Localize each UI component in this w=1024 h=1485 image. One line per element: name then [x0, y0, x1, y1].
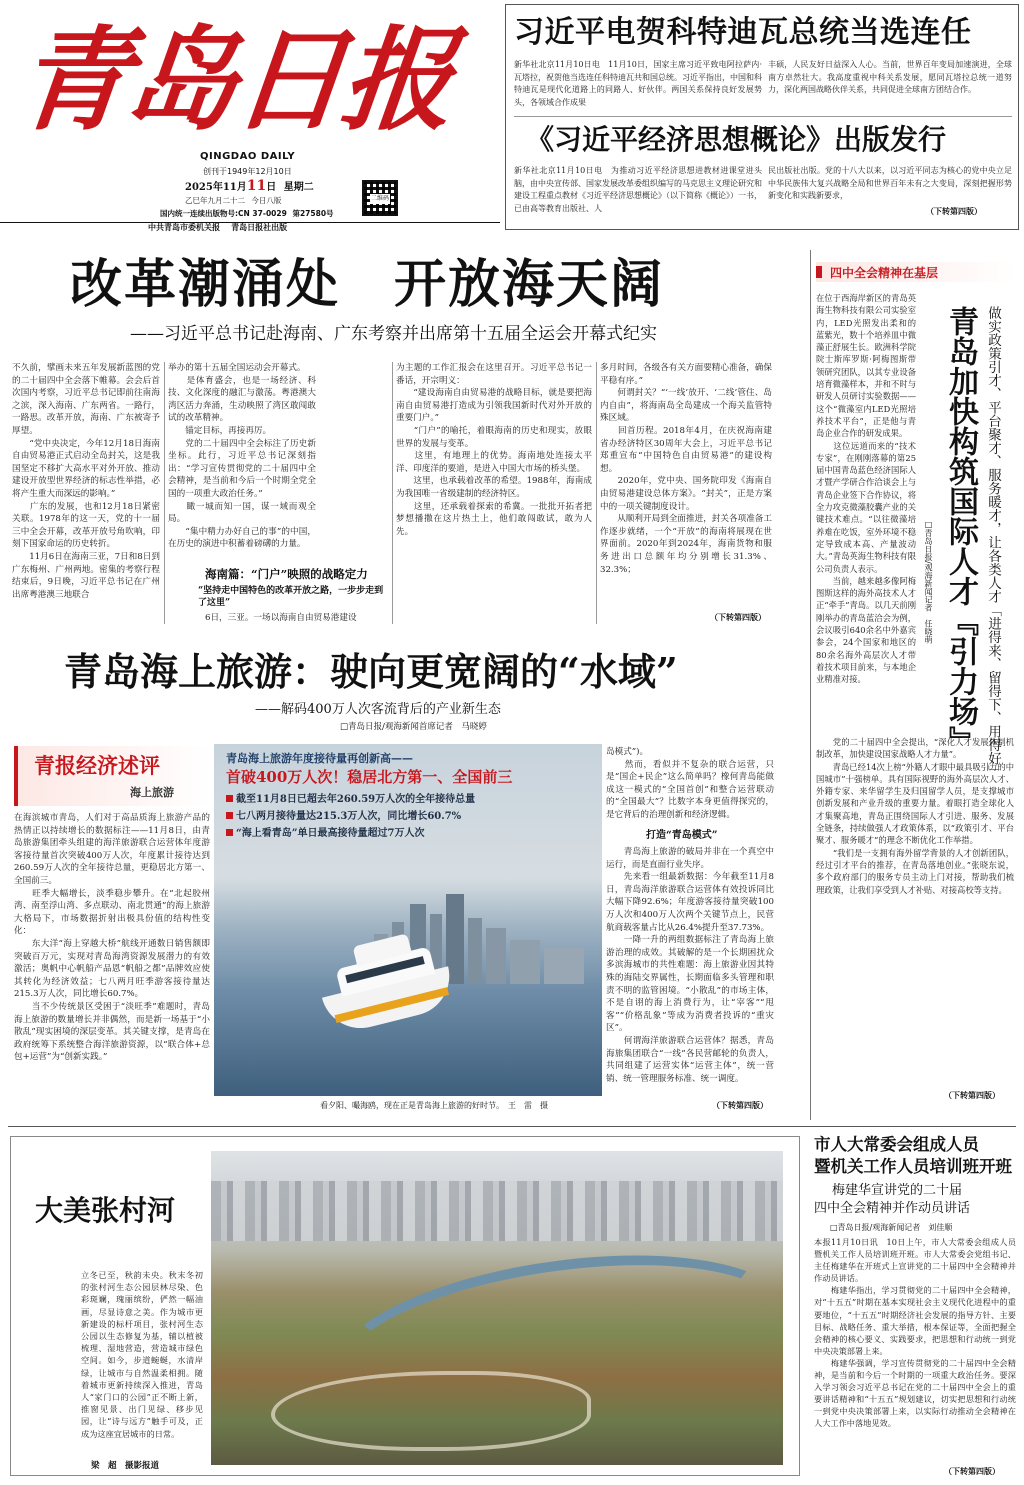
founded-date: 创刊于1949年12月10日	[203, 167, 292, 176]
lead-section-head: 海南篇：“门户”映照的战略定力	[205, 567, 368, 581]
tourism-right-text-1: 岛模式”)。 然而，看似并不复杂的联合运营，只是“国企+民企”这么简单吗？橡何青岛能做成这一模式的“全国首创”和整合运营联动的“全国最大”？比数字本身更值得探究的，是它背后的治理创新和经济逻辑。	[606, 747, 774, 820]
stat-bullet-2	[226, 812, 233, 819]
lead-col-3: 为主题的工作汇报会在这里召开。习近平总书记一番话，开宗明义： “建设海南自由贸易港的战略目标，就是要把海南自由贸易港打造成为引领我国新时代对外开放的重要门户。” “门户”的喻托，着眼海南的历史和现实，放眼世界的发展与变革。 这里，有地理上的优势。海南地处连接太平洋、印度洋的要道，是进入中国大市场的桥头堡。 这里，也承载着改革的希望。1988年，海南成为我国唯一省级建制的经济特区。 这里，还承载着探索的希冀。一批批开拓者把梦想播撒在这片热土上，他们敢闯敢试，敢为人先。	[396, 363, 592, 537]
masthead-title: 青岛日报	[11, 15, 457, 146]
tourism-photo-caption: 看夕阳、嘬海鸥，现在正是青岛海上旅游的好时节。 王 雷 摄	[320, 1101, 548, 1110]
masthead-pinyin: QINGDAO DAILY	[200, 151, 296, 162]
top-news-2-headline: 《习近平经济思想概论》出版发行	[526, 123, 947, 156]
zhangcun-text: 立冬已至，秋韵未央。秋末冬初的张村河生态公园层林尽染、色彩斑斓，瑰丽缤纷，俨然一幅油画，尽显诗意之美。作为城市更新建设的标杆项目，张村河生态公园以生态修复为基，辅以植被梳理、湿地营造，营造城市绿色空间。如今，步道蜿蜒，水清岸绿，让城市与自然温柔相拥。随着城市更新持续深入推进，青岛人“家门口的公园”正不断上新，推窗见景、出门见绿、移步见园，让“诗与远方”触手可及，正成为这座宜居城市的日常。	[81, 1270, 203, 1439]
bottom-divider	[8, 1126, 1016, 1127]
npc-continued: （下转第四版）	[944, 1466, 1000, 1476]
lead-section-text: 6日，三亚。一场以海南自由贸易港建设	[205, 613, 357, 623]
photo-title: 青岛海上旅游年度接待量再创新高——	[226, 752, 413, 765]
lunar-date-text: 乙巳年九月二十二	[185, 196, 245, 205]
photo-headline: 首破400万人次！稳居北方第一、全国前三	[226, 768, 513, 786]
tourism-byline: □青岛日报/观海新闻首席记者 马晓婷	[340, 722, 487, 732]
talent-vertical-sub: 做实政策引才、平台聚才、服务暖才，让各类人才「进得来、留得下、用得好」	[985, 306, 1001, 779]
grassroots-tag	[816, 262, 1016, 282]
lead-col-divider-3	[596, 362, 597, 624]
top-news-1-headline: 习近平电贺科特迪瓦总统当选连任	[514, 15, 972, 50]
zhangcun-title: 大美张村河	[35, 1194, 176, 1227]
masthead	[0, 0, 500, 232]
tag-marker	[816, 266, 822, 278]
lead-continued: （下转第四版）	[710, 612, 766, 622]
photo-stat-3	[226, 824, 424, 839]
right-text-2: 党的二十届四中全会提出，“深化人才发展体制机制改革，加快建设国家战略人才力量”。 青岛已经14次上榜“外籍人才眼中最具吸引力的中国城市”十强榜单。具有国际视野的海外高层次人才、外籍专家、来华留学生及归国留学人员，是支撑城市创新发展和产业升级的重要力量。着眼打造全球化人才集聚高地，青岛正围绕国际人才引进、服务、发展全链条，持续做强人才政策体系，以“政策引才、平台聚才、服务暖才”的理念不断优化工作举措。 “我们是一支拥有海外留学背景的人才创新团队，经过引才平台的推荐，在青岛落地创业。”张晓东说，多个政府部门的服务专员主动上门对接，帮助我们梳理政策，让我们享受到人才补贴、对接高校等支持。	[816, 737, 1014, 895]
qr-code-label: 二维码	[371, 195, 390, 202]
issue-date-month: 2025年11月	[185, 182, 247, 193]
photo-stat-2	[226, 807, 461, 822]
top-news-1-col-2: 丰硕，人民友好日益深入人心。当前，世界百年变局加速演进，全球南方卓然壮大。我高度重视中科关系发展，愿同瓦塔拉总统一道努力，深化两国战略伙伴关系，共同促进全球南方团结合作。	[768, 60, 1012, 94]
issue-number: 第27580号	[292, 209, 334, 218]
photo-stat-3-text: “海上看青岛”单日最高接待量超过7万人次	[236, 828, 425, 839]
top-news-divider	[514, 116, 1012, 117]
lead-section-quote: “坚持走中国特色的改革开放之路，一步步走到了这里”	[198, 586, 384, 608]
lead-col-2: 举办的第十五届全国运动会开幕式。 是体育盛会，也是一场经济、科技、文化深度的融汇与激荡。粤港澳大湾区活力奔涌，生动映照了湾区敢闯敢试的改革精神。 锚定目标，再接再厉。 党的二十届四中全会标注了历史新坐标。此行，习近平总书记深刻指出：“学习宣传贯彻党的二十届四中全会精神，是当前和今后一个时期全党全国的一项重大政治任务。” 瞰一城而知一国，谋一域而观全局。 “集中精力办好自己的事”的中国，在历史的演进中积蓄着磅礴的力量。	[168, 363, 316, 550]
qr-code	[362, 180, 398, 216]
tourism-right-subhead: 打造“青岛模式”	[646, 830, 718, 841]
photo-stat-1	[226, 790, 475, 805]
talent-byline: □青岛日报/观海新闻记者 任晓萌	[924, 520, 933, 644]
npc-headline-1: 市人大常委会组成人员	[814, 1135, 979, 1154]
lead-col-4: 多月时间，各级各有关方面要精心准备，确保平稳有序。” 何谓封关？“‘一线’放开、‘二线’管住、岛内自由”，将海南岛全岛建成一个海关监管特殊区域。 回首历程。2018年4月，在庆祝海南建省办经济特区30周年大会上，习近平总书记郑重宣布“中国特色自由贸易港”的建设构想。 2020年，党中央、国务院印发《海南自由贸易港建设总体方案》。“封关”，正是方案中的一项关键制度设计。 从顺利开局到全面推进，封关各项准备工作逐步就绪，一个“开放”的海南将展现在世界面前。2020年到2024年，海南货物和服务进出口总额年均分别增长31.3%、32.3%；	[600, 363, 772, 575]
top-news-box	[505, 4, 1019, 230]
tourism-right-text-2: 青岛海上旅游的破局并非在一个真空中运行，而是直面行业失序。 先来看一组最新数据：今年截至11月8日，青岛海洋旅游联合运营体有效投诉同比大幅下降92.6%；年度游客接待量突破100万人次和400万人次两个关键节点上，民营航商载客量占比从26.4%提升至37.73%。 一降一升的两组数据标注了青岛海上旅游治理的成效。其破解的是一个长期困扰众多滨海城市的共性难题：海上旅游业因其特殊的海陆交界属性，长期面临多头管理和职责不明的监管困境。“小散乱”的市场主体，不是自诩的海上消费行为，让“宰客”“甩客”“价格乱象”等成为消费者投诉的“重灾区”。 何谓海洋旅游联合运营体？据悉，青岛海旅集团联合“一线”各民营邮轮的负责人，共同组建了运营实体“运营主体”，统一营销、统一管理服务标准、统一调度。	[606, 847, 774, 1084]
npc-text: 本报11月10日讯 10日上午，市人大常委会组成人员暨机关工作人员培训班开班。市人大常委会党组书记、主任梅建华在开班式上宣讲党的二十届四中全会精神并作动员讲话。 梅建华指出，学习贯彻党的二十届四中全会精神，对“十五五”时期在基本实现社会主义现代化进程中的重要地位，“十五五”时期经济社会发展的指导方针、主要目标、战略任务、重大举措，根本保证等，全面把握全会精神的核心要义、实践要求，把思想和行动统一到党中央决策部署上来。 梅建华强调，学习宣传贯彻党的二十届四中全会精神，是当前和今后一个时期的一项重大政治任务。要深入学习领会习近平总书记在党的二十届四中全会上的重要讲话精神和“十五五”规划建议，切实把思想和行动统一到党中央决策部署上来，以实际行动推动全会精神在人大工作中落地见效。	[814, 1237, 1016, 1429]
tourism-continued: （下转第四版）	[712, 1100, 768, 1110]
lead-headline: 改革潮涌处 开放海天阔	[70, 254, 665, 315]
tourism-subhead: ——解码400万人次客流背后的产业新生态	[255, 702, 501, 717]
top-news-2-col-1: 新华社北京11月10日电 为推动习近平经济思想进教材进课堂进头脑，由中央宣传部、国家发展改革委组织编写的马克思主义理论研究和建设工程重点教材《习近平经济思想概论》（以下简称《概论》）一书，已由高等教育出版社、人	[514, 166, 762, 213]
edition-count: 今日八版	[251, 196, 282, 205]
issue-date-suffix: 日	[266, 182, 277, 193]
lead-col-divider-2	[392, 362, 393, 624]
tourism-left-text: 在海滨城市青岛，人们对于高品质海上旅游产品的热情正以持续增长的数据标注——11月8日，由青岛旅游集团牵头组建的海洋旅游联合运营体年度游客接待量首次突破400万人次，年度累计接待达到260.59万人次的全年接待总量，更稳居北方第一、全国前三。 旺季大幅增长，淡季稳步攀升。在“北起胶州湾、南至浮山湾、多点联动、南北贯通”的海上旅游大格局下，市场数据折射出极具份值的结构性变化： 东大洋“海上穿越大桥”航线开通数日销售额即突破百万元，实现对青岛海湾资源发展潜力的有效激活；奥帆中心帆船产品恩“帆船之都”品牌效应使其转化为经济效益；七八两月旺季游客接待量达215.3万人次，同比增长60.7%。 当不少传统景区受困于“淡旺季”难题时，青岛海上旅游的数量增长并非偶然，而是新一场基于“小散乱”现实困境的深层变革。其关键支撑，是青岛在政府统筹下系统整合海洋旅游资源，以“联合体+总包+运营”为“创新实践。”	[14, 813, 210, 1063]
tourism-headline: 青岛海上旅游：驶向更宽阔的“水域”	[64, 649, 678, 694]
issue-weekday: 星期二	[283, 182, 314, 193]
serial-number	[160, 208, 334, 219]
npc-subhead-2: 四中全会精神并作动员讲话	[814, 1201, 971, 1216]
stat-bullet-1	[226, 795, 233, 802]
lead-col-1: 不久前，擘画未来五年发展新蓝图的党的二十届四中全会落下帷幕。会会后首次国内考察，习近平总书记即前往南海之滨，深入海南、广东两省。一路行，一路思。改革开放，海南、广东被寄予厚望。 “党中央决定，今年12月18日海南自由贸易港正式启动全岛封关，这是我国坚定不移扩大高水平对外开放、推动建设开放型世界经济的标志性举措，必将产生重大而深远的影响。” 广东的发展，也和12月18日紧密关联。1978年的这一天，党的十一届三中全会开幕，改革开放号角吹响，印刻下国家命运的历史转折。 11月6日在海南三亚，7日和8日到广东梅州、广州两地。密集的考察行程结束后，9日晚，习近平总书记在广州出席粤港澳三地联合	[12, 363, 160, 600]
grassroots-tag-label: 四中全会精神在基层	[830, 266, 939, 280]
lead-col-divider-1	[164, 362, 165, 624]
npc-subhead-1: 梅建华宣讲党的二十届	[832, 1183, 963, 1198]
zhangcun-photo	[211, 1151, 783, 1465]
publisher-line: 中共青岛市委机关报 青岛日报社出版	[148, 223, 288, 232]
right-column-divider	[810, 250, 811, 1120]
economic-review-tag	[14, 746, 210, 806]
park-paths	[271, 1371, 591, 1451]
economic-review-label: 青报经济述评	[34, 753, 160, 778]
zhangcun-byline: 梁 超 摄影报道	[91, 1461, 160, 1471]
right-continued: （下转第四版）	[944, 1090, 1000, 1100]
stat-bullet-3	[226, 829, 233, 836]
talent-vertical-headline: 青岛加快构筑国际人才『引力场』	[943, 306, 978, 756]
top-news-1-col-1: 新华社北京11月10日电 11月10日，国家主席习近平致电阿拉萨内·瓦塔拉，祝贺他当选连任科特迪瓦共和国总统。习近平指出，中国和科特迪瓦是现代化道路上的同路人、好伙伴。两国关系保持良好发展势头，各领域合作成果	[514, 60, 762, 107]
tourism-photo	[214, 744, 602, 1096]
lead-subhead: ——习近平总书记赴海南、广东考察并出席第十五届全运会开幕式纪实	[130, 324, 657, 344]
economic-review-sub: 海上旅游	[130, 786, 174, 799]
photo-stat-1-text: 截至11月8日已超去年260.59万人次的全年接待总量	[236, 794, 476, 805]
right-text-1: 在位于西海岸新区的青岛英海生物科技有限公司实验室内，LED光照发出柔和的蓝紫光，数十个培养皿中微藻正舒展生长。欧洲科学院院士斯库罗斯·阿梅图斯带领研究团队，以其专业设备培育微藻样本，并和不时与研发人员研讨实验数据——这个“微藻室内LED光照培养技术平台”，正是他与青岛企业合作的研发成果。 这位远道而来的“技术专家”，在刚刚落幕的第25届中国青岛蓝色经济国际人才暨产学研合作洽谈会上与青岛企业签下合作协议，将全力攻克微藻胶囊产业的关键技术难点。“以往微藻培养难在吃饭，室外环境不稳定导致成本高、产量波动大。”青岛英海生物科技有限公司负责人表示。 当前，越来越多像阿梅图斯这样的海外高技术人才正“牵手”青岛。以几天前刚刚举办的青岛蓝洽会为例，会议吸引640余名中外嘉宾参会，24个国家和地区的80余名海外高层次人才带着技术项目前来，与本地企业精准对接。	[816, 293, 916, 685]
issue-date-day: 11	[246, 178, 267, 194]
issue-date	[185, 178, 314, 194]
city-towers	[211, 1181, 783, 1241]
top-news-2-col-2: 民出版社出版。党的十八大以来，以习近平同志为核心的党中央立足中华民族伟大复兴战略全局和世界百年未有之大变局，深刻把握形势新变化和实践新要求，	[768, 166, 1012, 200]
npc-byline: □青岛日报/观海新闻记者 刘佳顺	[830, 1223, 953, 1232]
zhangcun-feature	[10, 1136, 800, 1476]
lunar-date	[185, 195, 281, 206]
photo-stat-2-text: 七八两月接待量达215.3万人次，同比增长60.7%	[236, 811, 462, 822]
serial-text: 国内统一连续出版物号:CN 37-0029	[160, 209, 287, 218]
npc-headline-2: 暨机关工作人员培训班开班	[814, 1157, 1012, 1176]
ferry-ship	[298, 906, 473, 1059]
top-news-2-continued: （下转第四版）	[926, 206, 982, 216]
